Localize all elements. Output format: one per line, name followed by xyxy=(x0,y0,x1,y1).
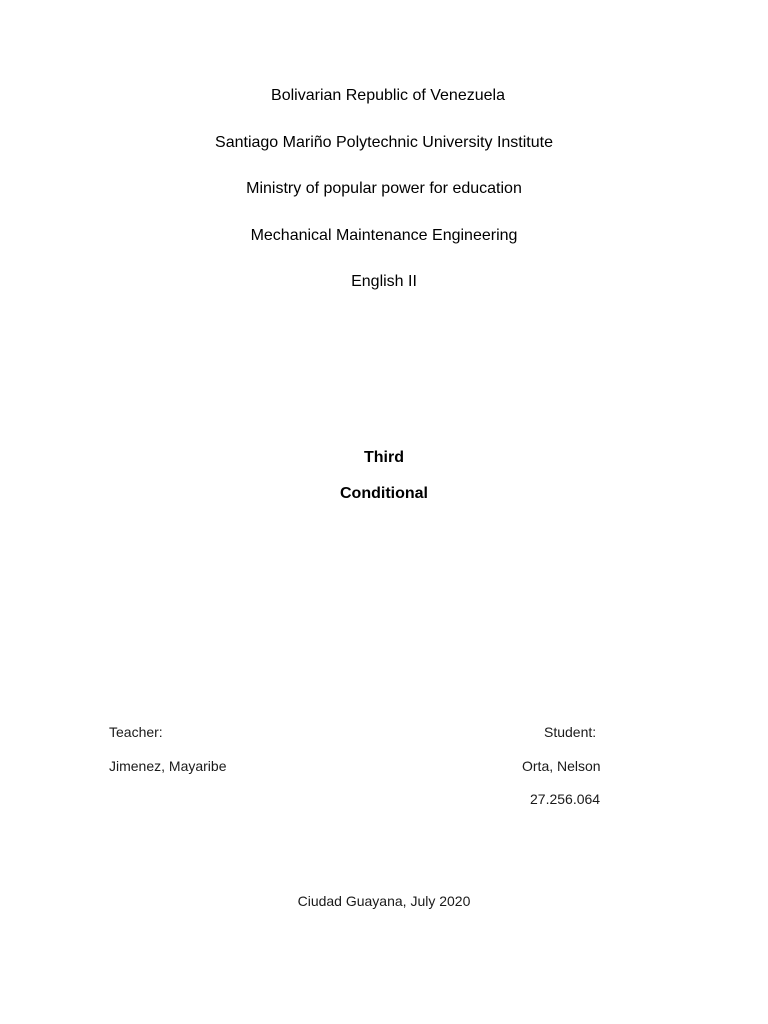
place-date: Ciudad Guayana, July 2020 xyxy=(297,893,471,909)
student-name: Orta, Nelson xyxy=(522,758,601,774)
teacher-label: Teacher: xyxy=(109,724,163,740)
country-heading: Bolivarian Republic of Venezuela xyxy=(271,87,505,104)
student-label: Student: xyxy=(544,724,597,740)
student-id: 27.256.064 xyxy=(530,791,601,807)
teacher-name: Jimenez, Mayaribe xyxy=(109,758,227,774)
institute-heading: Santiago Mariño Polytechnic University Institute xyxy=(215,134,553,151)
ministry-heading: Ministry of popular power for education xyxy=(246,180,522,197)
career-heading: Mechanical Maintenance Engineering xyxy=(250,227,518,244)
document-title-line-1: Third xyxy=(364,449,404,466)
subject-heading: English II xyxy=(351,273,417,290)
document-title-line-2: Conditional xyxy=(340,485,428,502)
